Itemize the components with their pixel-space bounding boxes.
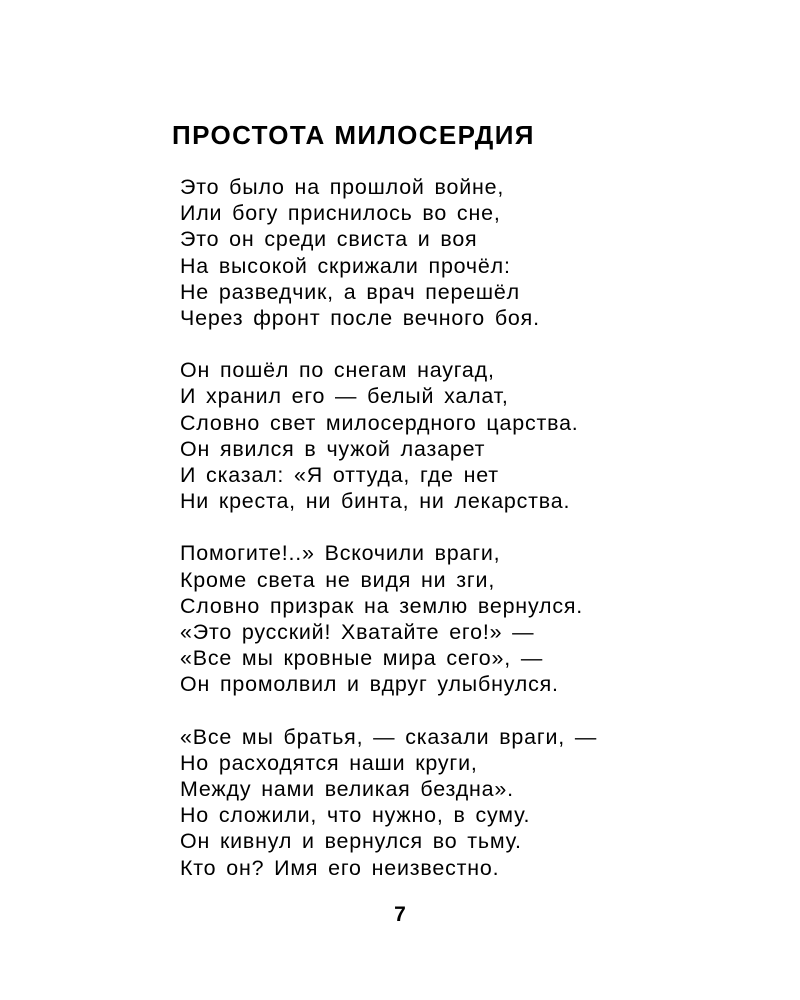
poem-line: Кто он? Имя его неизвестно. bbox=[180, 856, 500, 880]
stanza-4 bbox=[180, 725, 740, 882]
page-number: 7 bbox=[394, 903, 406, 926]
poem-line: Он явился в чужой лазарет bbox=[180, 437, 486, 461]
poem-line: Но расходятся наши круги, bbox=[180, 751, 478, 775]
poem-line: Помогите!..» Вскочили враги, bbox=[180, 542, 501, 566]
poem-line: Через фронт после вечного боя. bbox=[180, 307, 540, 331]
poem-line: Он промолвил и вдруг улыбнулся. bbox=[180, 673, 559, 697]
poem-line: Словно призрак на землю вернулся. bbox=[180, 594, 584, 618]
poem-line: Кроме света не видя ни зги, bbox=[180, 568, 496, 592]
stanza-3 bbox=[180, 541, 740, 698]
poem-line: Он пошёл по снегам наугад, bbox=[180, 359, 495, 383]
poem-line: Не разведчик, а врач перешёл bbox=[180, 280, 520, 304]
poem-line: «Все мы братья, — сказали враги, — bbox=[180, 725, 598, 749]
poem-line: Ни креста, ни бинта, ни лекарства. bbox=[180, 490, 571, 514]
poem-line: Это было на прошлой войне, bbox=[180, 176, 505, 199]
stanza-1 bbox=[180, 175, 740, 332]
poem-body bbox=[180, 175, 740, 908]
poem-line: Или богу приснилось во сне, bbox=[180, 202, 501, 226]
poem-line: И сказал: «Я оттуда, где нет bbox=[180, 464, 499, 488]
poem-line: И хранил его — белый халат, bbox=[180, 385, 509, 409]
poem-line: Но сложили, что нужно, в суму. bbox=[180, 804, 531, 828]
poem-line: На высокой скрижали прочёл: bbox=[180, 254, 511, 278]
poem-title: ПРОСТОТА МИЛОСЕРДИЯ bbox=[172, 120, 535, 150]
poem-line: Между нами великая бездна». bbox=[180, 778, 514, 802]
poem-line: «Все мы кровные мира сего», — bbox=[180, 647, 544, 671]
poem-line: «Это русский! Хватайте его!» — bbox=[180, 621, 535, 645]
poem-line: Словно свет милосердного царства. bbox=[180, 411, 579, 435]
stanza-2 bbox=[180, 358, 740, 515]
poem-line: Это он среди свиста и воя bbox=[180, 228, 478, 252]
poem-line: Он кивнул и вернулся во тьму. bbox=[180, 830, 522, 854]
